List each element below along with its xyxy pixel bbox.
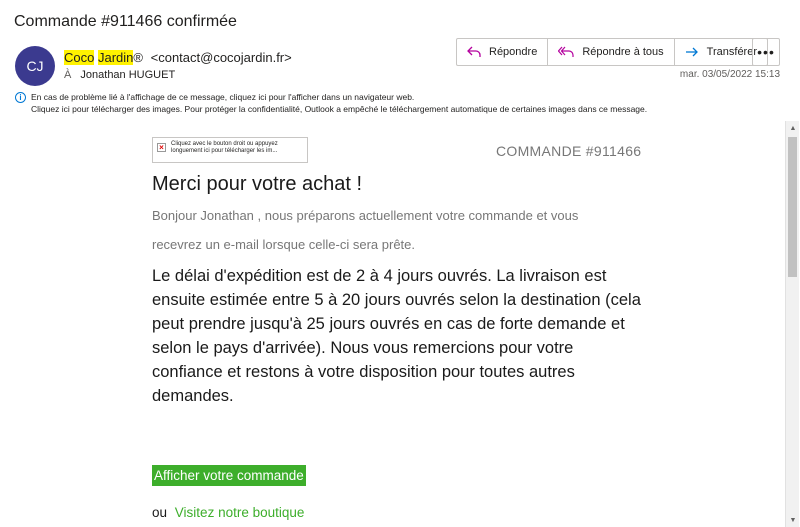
reply-button[interactable]	[457, 39, 548, 65]
email-date: mar. 03/05/2022 15:13	[679, 69, 780, 80]
scroll-down-arrow-icon[interactable]: ▼	[789, 516, 797, 524]
recipient-line	[64, 69, 175, 81]
sender-line	[64, 50, 292, 65]
greeting-line-1: Bonjour Jonathan , nous préparons actuellement votre commande et vous	[152, 208, 579, 223]
sender-name-part2[interactable]: Jardin	[97, 50, 134, 65]
reply-all-button[interactable]	[548, 39, 674, 65]
sender-address[interactable]: <contact@cocojardin.fr>	[150, 50, 292, 65]
broken-image-icon: ×	[157, 143, 166, 152]
reply-label: Répondre	[489, 46, 538, 58]
sender-name-part1[interactable]: Coco	[64, 50, 95, 65]
blocked-image-placeholder[interactable]	[152, 137, 308, 163]
info-bar	[15, 91, 647, 115]
visit-shop-link[interactable]: Visitez notre boutique	[174, 505, 305, 520]
reply-all-icon	[558, 46, 574, 58]
blocked-image-text: Cliquez avec le bouton droit ou appuyez longuement ici pour télécharger les im...	[171, 141, 278, 154]
recipient-name[interactable]: Jonathan HUGUET	[80, 69, 176, 81]
email-subject: Commande #911466 confirmée	[14, 13, 237, 30]
to-label: À	[64, 69, 72, 81]
sender-reg-mark: ®	[133, 50, 143, 65]
message-scrollbar[interactable]	[785, 121, 799, 527]
scroll-thumb[interactable]	[788, 137, 797, 277]
view-order-button[interactable]: Afficher votre commande	[152, 465, 306, 486]
forward-arrow-icon	[685, 46, 699, 58]
info-icon: i	[15, 92, 26, 103]
message-heading: Merci pour votre achat !	[152, 173, 363, 195]
sender-avatar[interactable]: CJ	[15, 46, 55, 86]
greeting-line-2: recevrez un e-mail lorsque celle-ci sera prête.	[152, 237, 415, 252]
info-bar-browser-link[interactable]: En cas de problème lié à l'affichage de ce message, cliquez ici pour l'afficher dans un navigateur web.	[31, 92, 415, 102]
forward-label: Transférer	[706, 46, 757, 58]
order-number: COMMANDE #911466	[496, 143, 642, 159]
info-bar-download-images[interactable]: Cliquez ici pour télécharger des images. Pour protéger la confidentialité, Outlook a empêché le téléchargement automatique de certaines images dans ce message.	[31, 104, 648, 114]
scroll-up-arrow-icon[interactable]: ▲	[789, 124, 797, 132]
shop-prefix: ou	[152, 505, 168, 520]
more-actions-button[interactable]: •••	[752, 38, 780, 66]
reply-toolbar	[456, 38, 768, 66]
shipping-info-paragraph: Le délai d'expédition est de 2 à 4 jours ouvrés. La livraison est ensuite estimée entre 5 à 20 jours ouvrés selon la destination (cela peut prendre jusqu'à 25 jours ouvrés en cas de forte demande et selon le pays d'arrivée). Nous vous remercions pour votre confiance et restons à votre disposition pour toutes autres demandes.	[152, 267, 641, 405]
shop-line	[152, 505, 304, 520]
reply-all-label: Répondre à tous	[582, 46, 664, 58]
reply-icon	[467, 46, 481, 58]
